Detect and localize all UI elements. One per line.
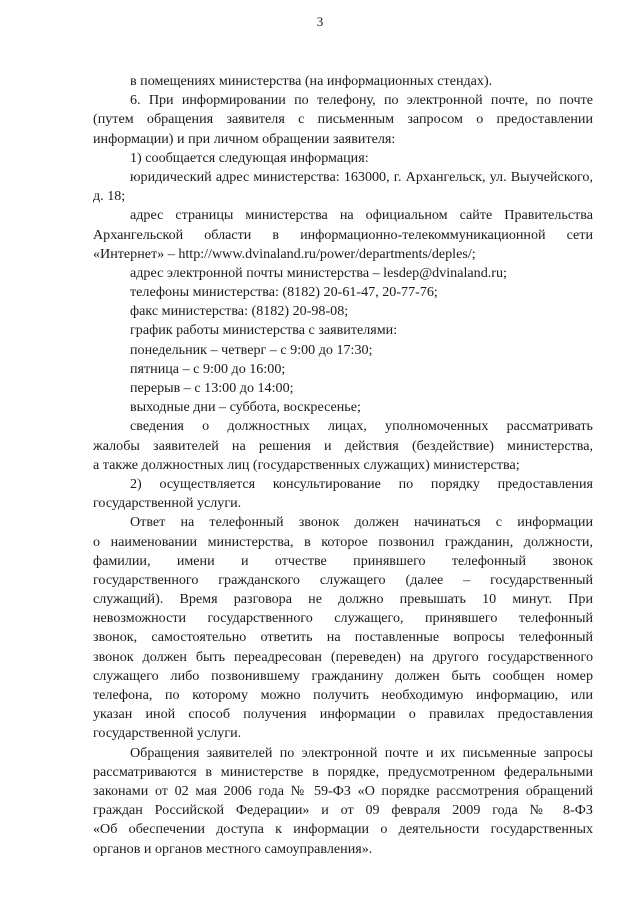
text-line: граждан Российской Федерации» и от 09 февраля 2009 года № 8-ФЗ bbox=[93, 802, 593, 819]
text-line: информации) и при личном обращении заявителя: bbox=[93, 130, 396, 147]
text-line: законами от 02 мая 2006 года № 59-ФЗ «О порядке рассмотрения обращений bbox=[93, 782, 593, 799]
text-line: пятница – с 9:00 до 16:00; bbox=[130, 360, 286, 377]
text-line: а также должностных лиц (государственных служащих) министерства; bbox=[93, 456, 520, 473]
text-line: 2) осуществляется консультирование по порядку предоставления bbox=[130, 475, 593, 492]
text-line: жалобы заявителей на решения и действия (бездействие) министерства, bbox=[93, 437, 593, 454]
text-line: звонок, самостоятельно ответить на поставленные вопросы телефонный bbox=[93, 629, 593, 646]
text-line: Ответ на телефонный звонок должен начинаться с информации bbox=[130, 514, 593, 531]
text-line: юридический адрес министерства: 163000, г. Архангельск, ул. Выучейского, bbox=[130, 168, 593, 185]
text-line: служащий). Время разговора не должно превышать 10 минут. При bbox=[93, 591, 593, 608]
text-line: адрес электронной почты министерства – lesdep@dvinaland.ru; bbox=[130, 264, 507, 281]
text-line: служащего либо позвонившему гражданину должен быть сообщен номер bbox=[93, 667, 593, 684]
text-line: понедельник – четверг – с 9:00 до 17:30; bbox=[130, 341, 373, 358]
text-line: «Интернет» – http://www.dvinaland.ru/power/departments/deples/; bbox=[93, 245, 476, 262]
text-line: органов и органов местного самоуправления». bbox=[93, 840, 373, 857]
text-line: 6. При информировании по телефону, по электронной почте, по почте bbox=[130, 92, 593, 109]
text-line: (путем обращения заявителя с письменным запросом о предоставлении bbox=[93, 111, 593, 128]
text-line: телефоны министерства: (8182) 20-61-47, 20-77-76; bbox=[130, 284, 438, 301]
text-line: невозможности государственного служащего, принявшего телефонный bbox=[93, 610, 593, 627]
body-text bbox=[93, 72, 593, 859]
text-line: график работы министерства с заявителями: bbox=[130, 322, 398, 339]
text-line: о наименовании министерства, в которое позвонил гражданин, должности, bbox=[93, 533, 593, 550]
text-line: выходные дни – суббота, воскресенье; bbox=[130, 399, 361, 416]
text-line: государственной услуги. bbox=[93, 725, 242, 742]
page-number: 3 bbox=[316, 14, 324, 29]
text-line: 1) сообщается следующая информация: bbox=[130, 149, 369, 166]
text-line: государственной услуги. bbox=[93, 495, 242, 512]
text-line: адрес страницы министерства на официальном сайте Правительства bbox=[130, 207, 593, 224]
text-line: «Об обеспечении доступа к информации о деятельности государственных bbox=[93, 821, 593, 838]
text-line: рассматриваются в министерстве в порядке, предусмотренном федеральными bbox=[93, 763, 593, 780]
text-line: Архангельской области в информационно-телекоммуникационной сети bbox=[93, 226, 593, 243]
text-line: телефона, по которому можно получить необходимую информацию, или bbox=[93, 687, 593, 703]
text-line: фамилии, имени и отчестве принявшего телефонный звонок bbox=[93, 552, 593, 569]
text-line: звонок должен быть переадресован (переведен) на другого государственного bbox=[93, 648, 593, 665]
text-line: перерыв – с 13:00 до 14:00; bbox=[130, 380, 294, 396]
text-line: указан иной способ получения информации о правилах предоставления bbox=[93, 706, 593, 723]
text-line: д. 18; bbox=[93, 188, 126, 205]
text-line: факс министерства: (8182) 20-98-08; bbox=[130, 303, 349, 320]
text-line: государственного гражданского служащего (далее – государственный bbox=[93, 571, 593, 588]
text-line: сведения о должностных лицах, уполномоченных рассматривать bbox=[130, 418, 593, 435]
text-line: в помещениях министерства (на информационных стендах). bbox=[130, 73, 493, 89]
text-line: Обращения заявителей по электронной почте и их письменные запросы bbox=[130, 744, 593, 761]
